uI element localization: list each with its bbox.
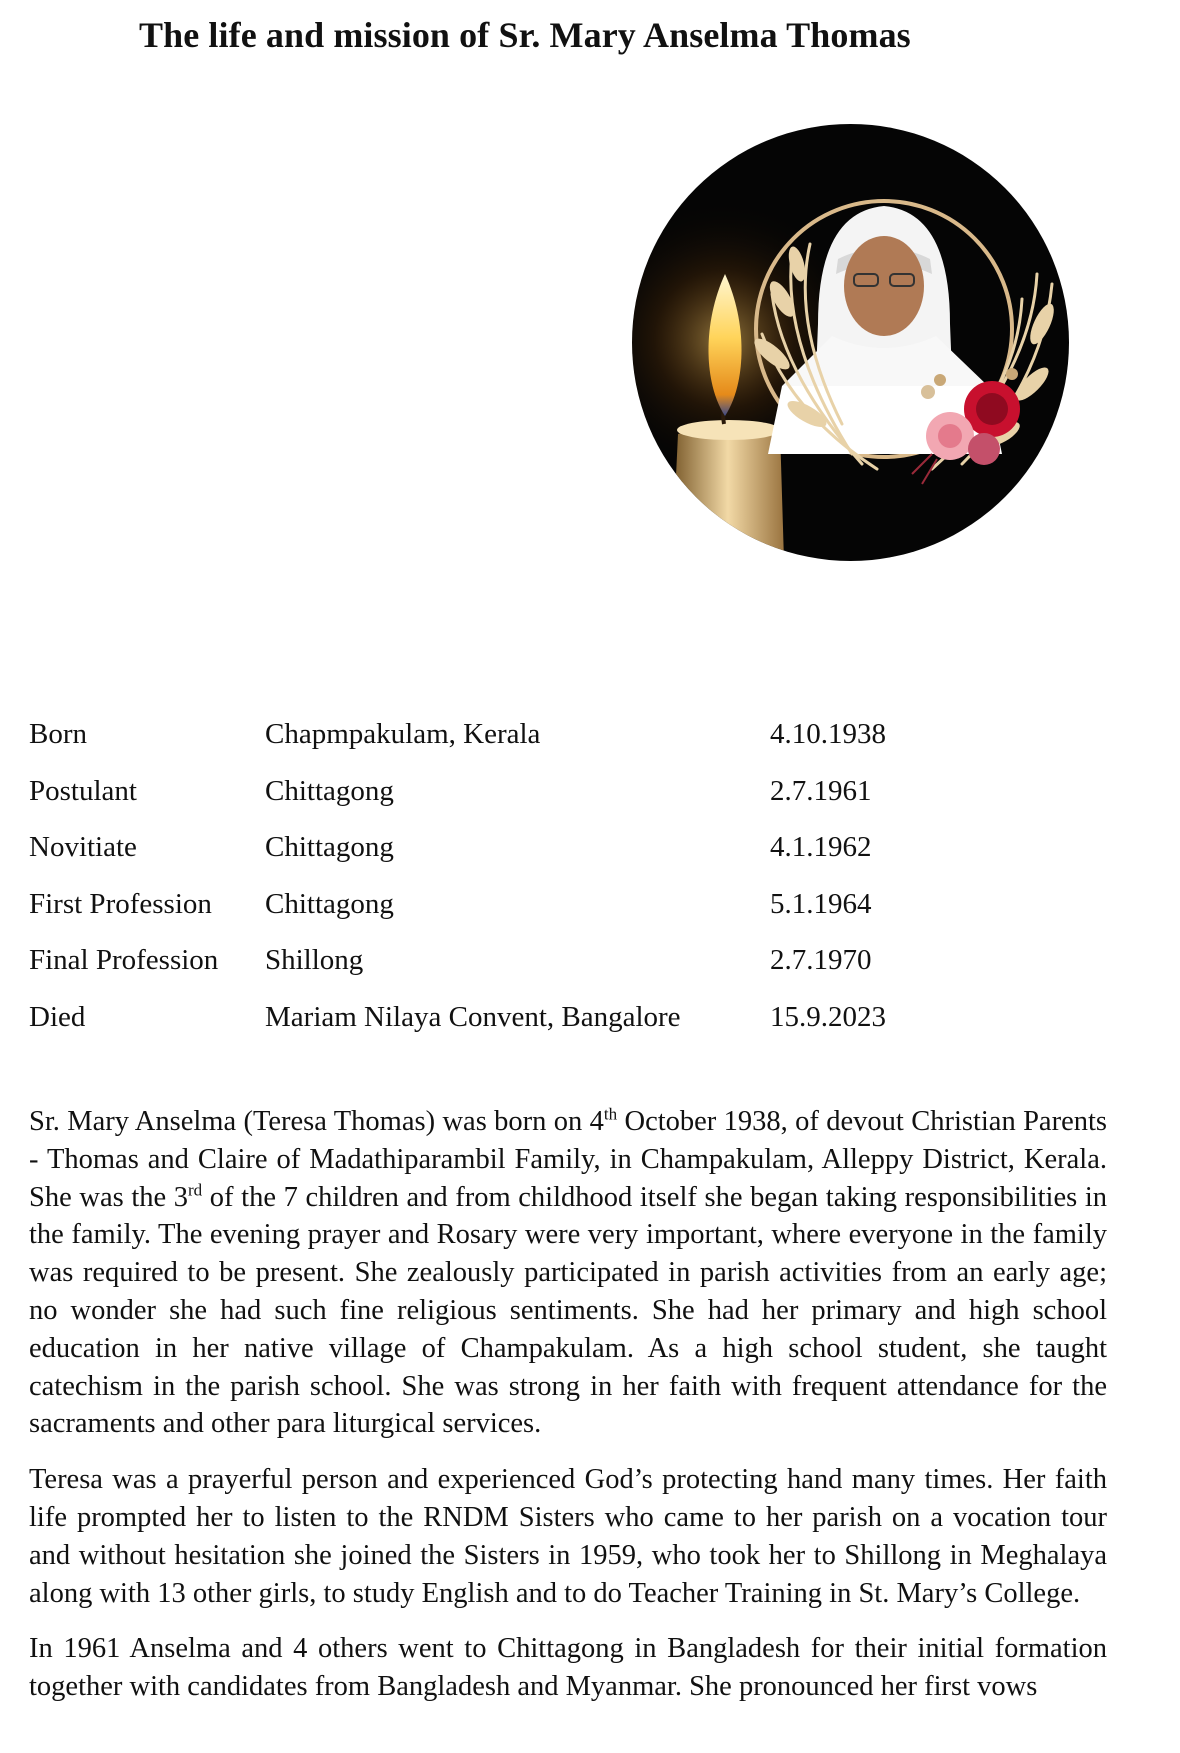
ordinal-suffix: rd bbox=[188, 1180, 203, 1200]
milestone-date: 5.1.1964 bbox=[770, 887, 872, 920]
milestones-table bbox=[29, 706, 886, 1045]
milestone-date: 2.7.1970 bbox=[770, 944, 872, 976]
milestone-date: 4.10.1938 bbox=[770, 718, 886, 750]
milestone-place: Chapmpakulam, Kerala bbox=[265, 718, 541, 750]
milestone-event: Born bbox=[29, 718, 87, 750]
text-run: of the 7 children and from childhood itself she began taking responsibilities in the family. The evening prayer and Rosary were very important, where everyone in the family was required to be present. She zealously participated in parish activities from an early age; no wonder she had such fine religious sentiments. She had her primary and high school education in her native village of Champakulam. As a high school student, she taught catechism in the parish school. She was strong in her faith with frequent attendance for the sacraments and other para liturgical services. bbox=[29, 1181, 1107, 1440]
milestone-date: 2.7.1961 bbox=[770, 774, 872, 807]
page-title: The life and mission of Sr. Mary Anselma Thomas bbox=[139, 15, 911, 55]
milestone-row bbox=[29, 932, 886, 989]
milestone-event: Postulant bbox=[29, 774, 137, 807]
milestone-place: Chittagong bbox=[265, 887, 394, 920]
milestone-date: 15.9.2023 bbox=[770, 1000, 886, 1033]
milestone-event: Died bbox=[29, 1000, 86, 1033]
milestone-event: Final Profession bbox=[29, 944, 219, 976]
milestone-row bbox=[29, 706, 886, 763]
biography-paragraph-2: Teresa was a prayerful person and experienced God’s protecting hand many times. Her faith life prompted her to listen to the RNDM Sisters who came to her parish on a vocation tour and without hesitation she joined the Sisters in 1959, who took her to Shillong in Meghalaya along with 13 other girls, to study English and to do Teacher Training in St. Mary’s College. bbox=[29, 1464, 1107, 1609]
milestone-event: First Profession bbox=[29, 887, 212, 920]
biography-paragraph-3: In 1961 Anselma and 4 others went to Chittagong in Bangladesh for their initial formation together with candidates from Bangladesh and Myanmar. She pronounced her first vows bbox=[29, 1633, 1107, 1703]
text-run: October 1938, of devout Christian Parents - Thomas and Claire of Madathiparambil Family, in Champakulam, Alleppy District, Kerala. She was the 3 bbox=[29, 1106, 1107, 1213]
milestone-row bbox=[29, 819, 886, 876]
memorial-portrait-icon bbox=[632, 124, 1069, 561]
text-run: Sr. Mary Anselma (Teresa Thomas) was born on 4 bbox=[29, 1106, 604, 1137]
ordinal-suffix: th bbox=[603, 1104, 618, 1124]
milestone-row bbox=[29, 989, 886, 1046]
milestone-event: Novitiate bbox=[29, 831, 137, 863]
biography-text bbox=[29, 1103, 1107, 1724]
milestone-date: 4.1.1962 bbox=[770, 831, 872, 863]
milestone-row bbox=[29, 876, 886, 933]
milestone-row bbox=[29, 763, 886, 820]
milestone-place: Mariam Nilaya Convent, Bangalore bbox=[265, 1000, 681, 1033]
milestone-place: Shillong bbox=[265, 944, 364, 976]
biography-paragraph-1 bbox=[29, 1103, 1107, 1443]
milestone-place: Chittagong bbox=[265, 831, 394, 863]
milestone-place: Chittagong bbox=[265, 774, 394, 807]
